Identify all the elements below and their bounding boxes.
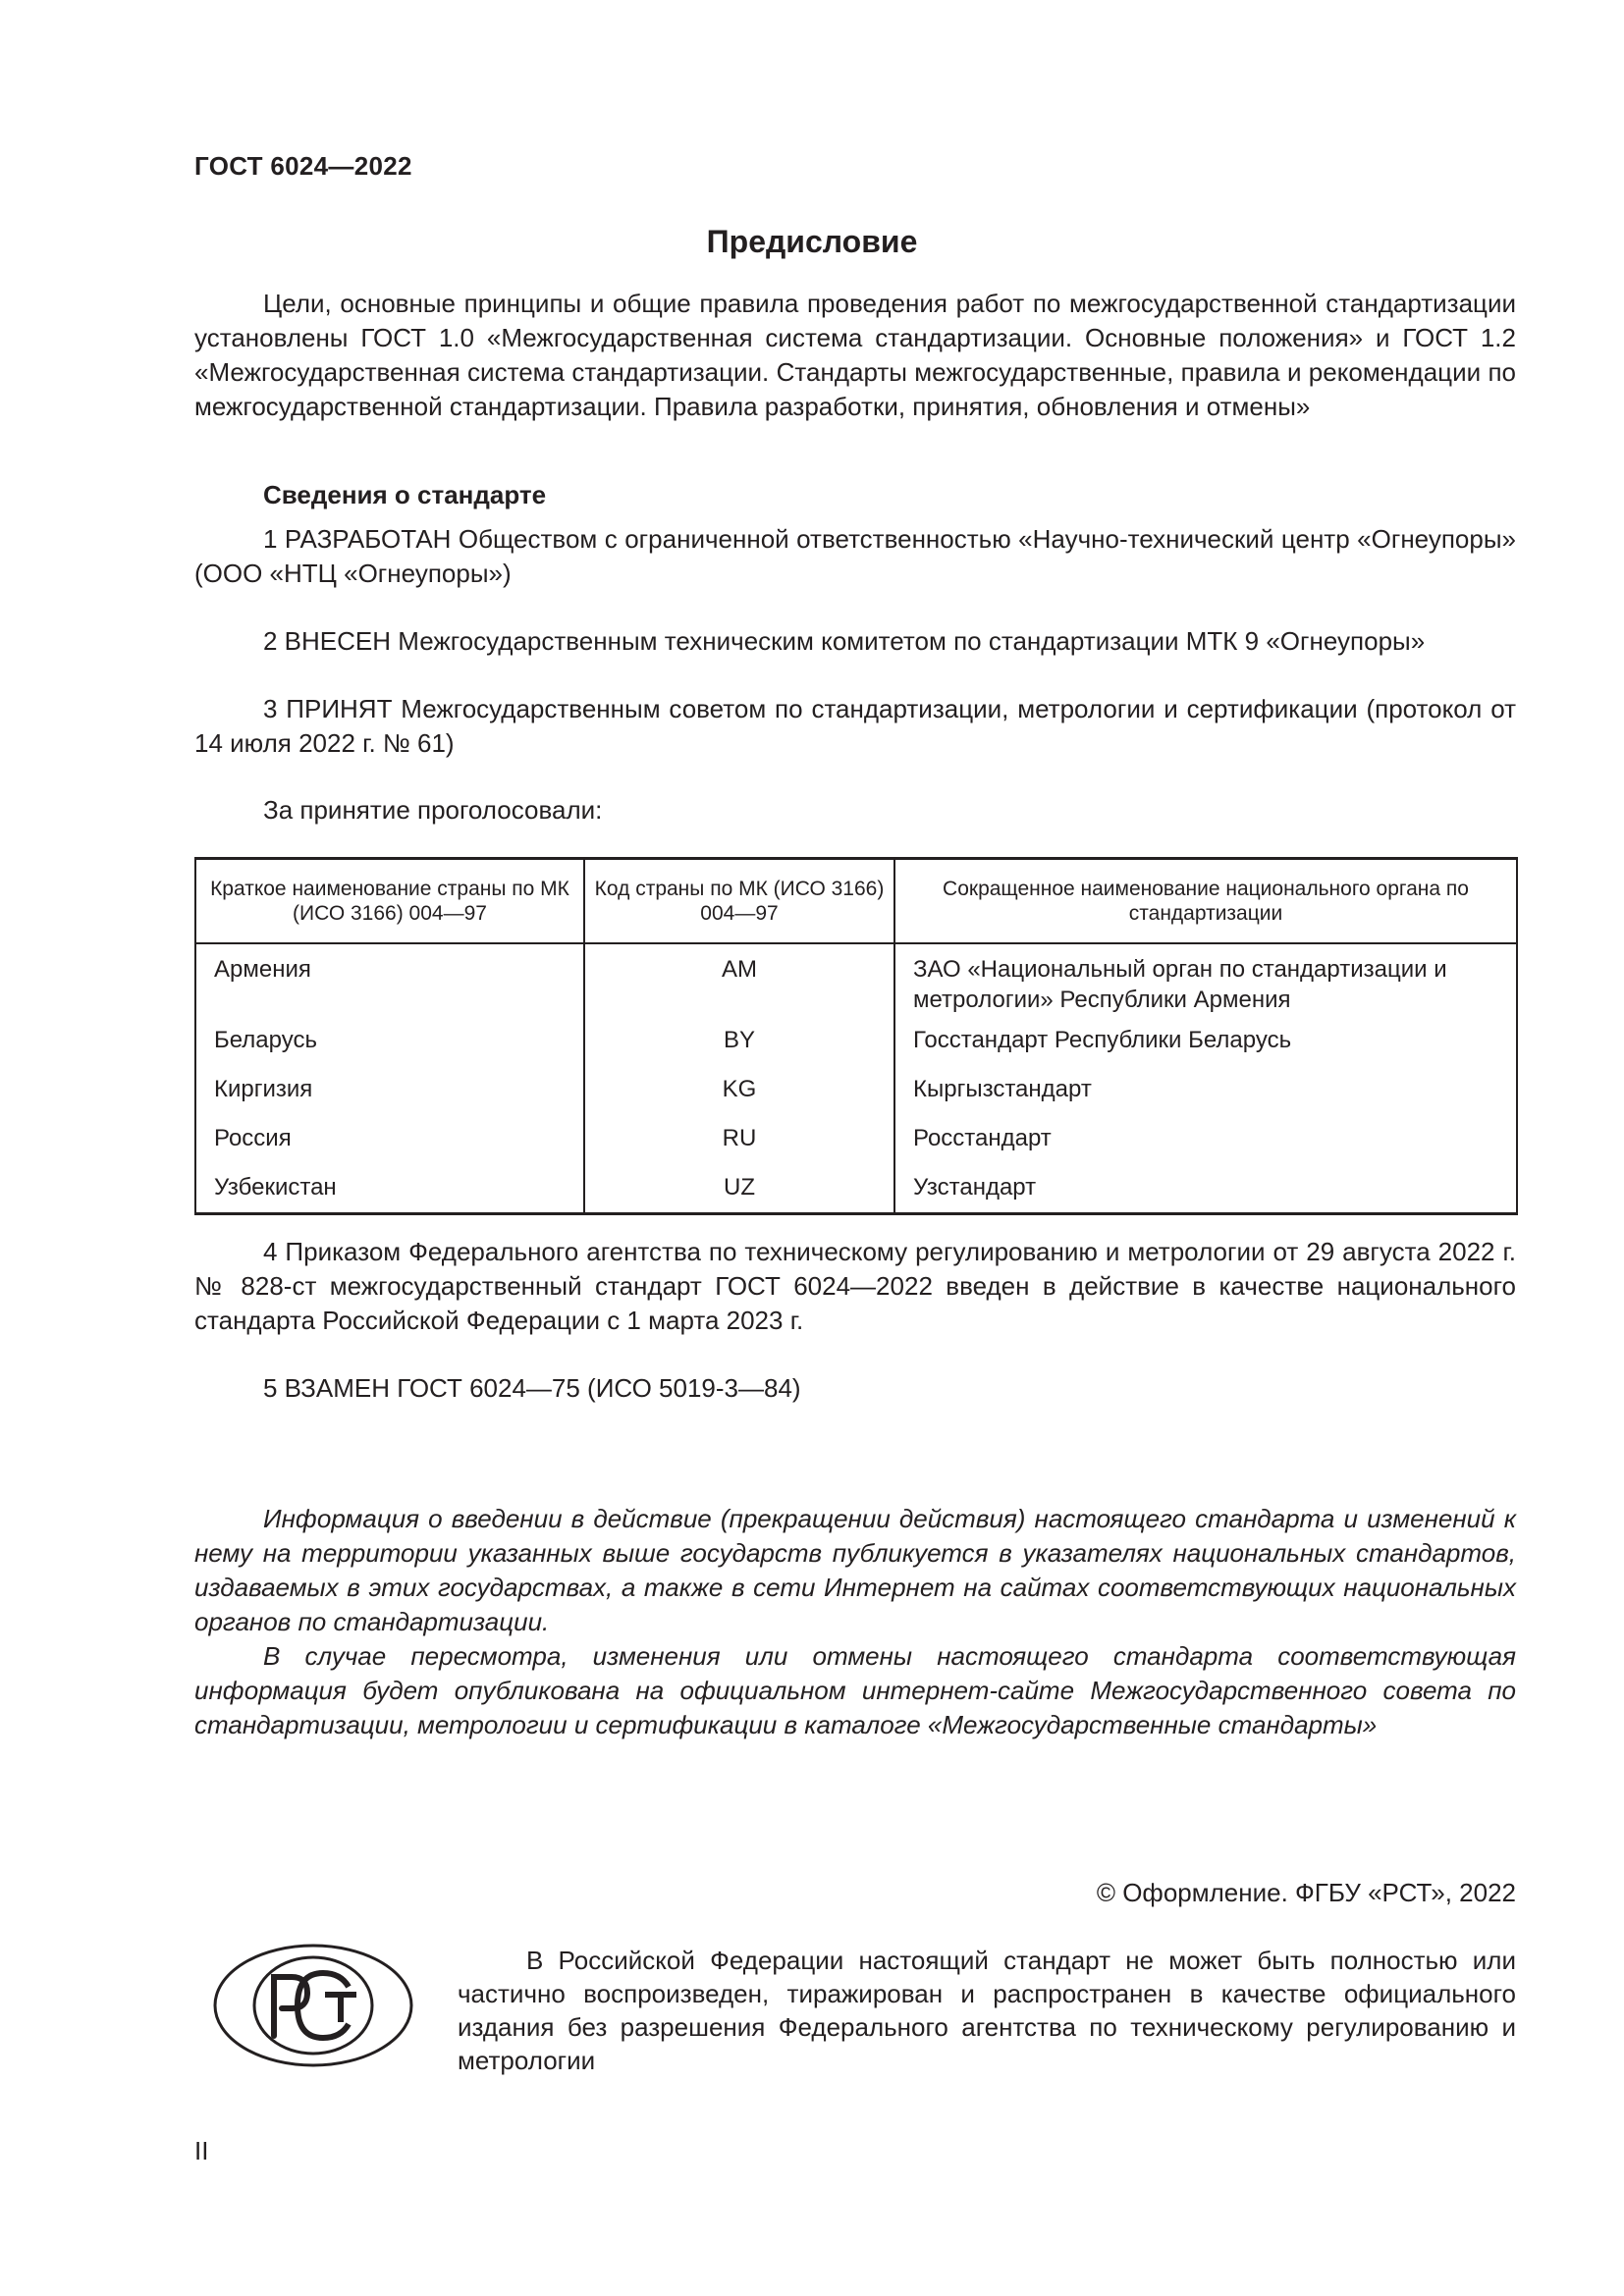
item-developed	[194, 522, 1516, 591]
item-introduced	[194, 624, 1516, 659]
voted-label-block	[194, 793, 1516, 828]
intro-paragraph	[194, 287, 1516, 424]
table-cell-body: Кыргызстандарт	[894, 1074, 1517, 1123]
table-row	[195, 943, 1517, 1025]
table-cell-body: Госстандарт Республики Беларусь	[894, 1025, 1517, 1074]
table-cell-code: AM	[584, 943, 894, 1025]
notice-paragraph-1: Информация о введении в действие (прекращении действия) настоящего стандарта и изменений к нему на территории указанных выше государств публикуется в указателях национальных стандартов, издаваемых в этих государствах, а также в сети Интернет на сайтах соответствующих национальных органов по стандартизации.	[194, 1504, 1516, 1636]
copyright-line: © Оформление. ФГБУ «РСТ», 2022	[1096, 1878, 1516, 1907]
table-cell-country: Беларусь	[195, 1025, 584, 1074]
table-header-code: Код страны по МК (ИСО 3166) 004—97	[584, 859, 894, 944]
voting-table-wrap	[194, 857, 1516, 1215]
table-header-row	[195, 859, 1517, 944]
table-cell-country: Киргизия	[195, 1074, 584, 1123]
table-row	[195, 1074, 1517, 1123]
info-heading: Сведения о стандарте	[263, 480, 547, 509]
table-row	[195, 1123, 1517, 1172]
voting-table	[194, 857, 1518, 1215]
item-introduced-text: 2 ВНЕСЕН Межгосударственным техническим комитетом по стандартизации МТК 9 «Огнеупоры»	[263, 626, 1426, 656]
table-cell-code: BY	[584, 1025, 894, 1074]
voted-label: За принятие проголосовали:	[263, 795, 603, 825]
table-row	[195, 1172, 1517, 1214]
item-order	[194, 1235, 1516, 1338]
copyright-notice	[458, 1944, 1516, 2077]
notice-paragraph-2: В случае пересмотра, изменения или отмены настоящего стандарта соответствующая информация будет опубликована на официальном интернет-сайте Межгосударственного совета по стандартизации, метрологии и сертификации в каталоге «Межгосударственные стандарты»	[194, 1641, 1516, 1739]
table-row	[195, 1025, 1517, 1074]
table-cell-body: ЗАО «Национальный орган по стандартизации и метрологии» Республики Армения	[894, 943, 1517, 1025]
table-cell-body: Узстандарт	[894, 1172, 1517, 1214]
table-cell-country: Армения	[195, 943, 584, 1025]
rst-logo-icon	[211, 1942, 415, 2069]
table-cell-code: RU	[584, 1123, 894, 1172]
item-replaces-text: 5 ВЗАМЕН ГОСТ 6024—75 (ИСО 5019-3—84)	[263, 1373, 801, 1403]
notice-block	[194, 1502, 1516, 1742]
copyright-notice-text: В Российской Федерации настоящий стандарт не может быть полностью или частично воспроизведен, тиражирован и распространен в качестве официального издания без разрешения Федерального агентства по техническому регулированию и метрологии	[458, 1946, 1516, 2075]
page-number: II	[194, 2136, 209, 2165]
info-heading-block	[194, 478, 1516, 512]
item-replaces	[194, 1371, 1516, 1406]
item-developed-text: 1 РАЗРАБОТАН Обществом с ограниченной ответственностью «Научно-технический центр «Огнеупоры» (ООО «НТЦ «Огнеупоры»)	[194, 524, 1516, 588]
page-title: Предисловие	[706, 224, 918, 259]
table-cell-code: KG	[584, 1074, 894, 1123]
table-cell-code: UZ	[584, 1172, 894, 1214]
item-adopted-text: 3 ПРИНЯТ Межгосударственным советом по стандартизации, метрологии и сертификации (протокол от 14 июля 2022 г. № 61)	[194, 694, 1516, 758]
table-header-country: Краткое наименование страны по МК (ИСО 3166) 004—97	[195, 859, 584, 944]
item-order-text: 4 Приказом Федерального агентства по техническому регулированию и метрологии от 29 августа 2022 г. № 828-ст межгосударственный стандарт ГОСТ 6024—2022 введен в действие в качестве национального стандарта Российской Федерации с 1 марта 2023 г.	[194, 1237, 1516, 1335]
intro-text: Цели, основные принципы и общие правила проведения работ по межгосударственной стандартизации установлены ГОСТ 1.0 «Межгосударственная система стандартизации. Основные положения» и ГОСТ 1.2 «Межгосударственная система стандартизации. Стандарты межгосударственные, правила и рекомендации по межгосударственной стандартизации. Правила разработки, принятия, обновления и отмены»	[194, 289, 1516, 421]
table-cell-country: Россия	[195, 1123, 584, 1172]
item-adopted	[194, 692, 1516, 761]
table-header-body: Сокращенное наименование национального органа по стандартизации	[894, 859, 1517, 944]
table-cell-country: Узбекистан	[195, 1172, 584, 1214]
table-cell-body: Росстандарт	[894, 1123, 1517, 1172]
standard-code-header: ГОСТ 6024—2022	[194, 151, 412, 181]
